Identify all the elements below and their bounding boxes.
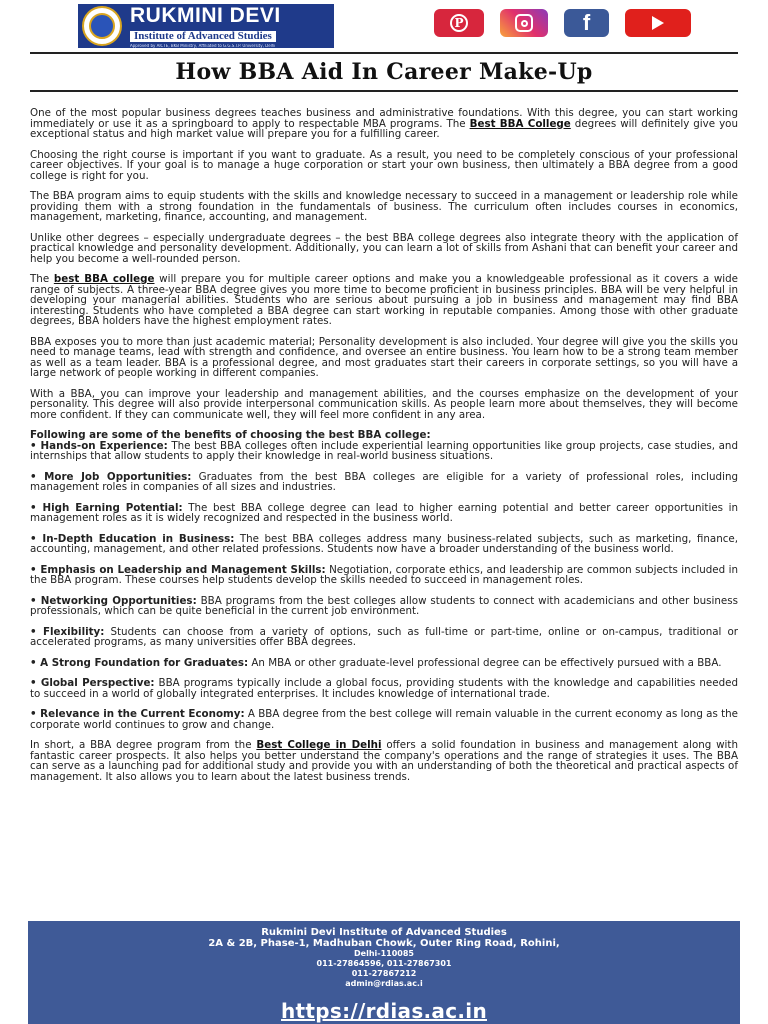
benefit-item: • Global Perspective: BBA programs typically include a global focus, providing students with the knowledge and capabilities needed to succeed in a world of globally integrated enterprises. It includes knowledge of international trade.	[30, 677, 738, 700]
footer-address: 2A & 2B, Phase-1, Madhuban Chowk, Outer Ring Road, Rohini,	[208, 938, 560, 949]
footer	[28, 921, 740, 1024]
footer-email[interactable]: admin@rdias.ac.i	[345, 979, 423, 988]
benefit-item: • High Earning Potential: The best BBA college degree can lead to higher earning potential and better career opportunities in management roles as it is widely recognized and respected in the business world.	[30, 501, 738, 524]
footer-phone: 011-27864596, 011-27867301	[316, 959, 452, 968]
logo-name: RUKMINI DEVI	[130, 3, 281, 27]
benefits-heading: Following are some of the benefits of choosing the best BBA college:	[30, 429, 431, 441]
paragraph: The best BBA college will prepare you for multiple career options and make you a knowledgeable professional as it covers a wide range of subjects. A three-year BBA degree gives you more time to become proficient in business principles. BBA will be very helpful in developing your managerial abilities. Students who are serious about pursuing a job in business and management may find BBA interesting. Students who have completed a BBA degree can start working in reputable companies. Among those with other graduate degrees, BBA holders have the highest employment rates.	[30, 273, 738, 327]
benefit-item: • Relevance in the Current Economy: A BBA degree from the best college will remain valuable in the current economy as long as the corporate world continues to grow and change.	[30, 708, 738, 731]
footer-institute-name: Rukmini Devi Institute of Advanced Studies	[261, 927, 507, 938]
logo-approval-text: Approved by AICTE, BKB Ministry, Affiliated to G.G.S.I.P. University, Delhi	[130, 43, 276, 48]
benefit-item: • Networking Opportunities: BBA programs from the best colleges allow students to connect with academicians and other business professionals, which can be quite beneficial in the current job environment.	[30, 594, 738, 617]
best-bba-college-link-2[interactable]: best BBA college	[53, 273, 155, 285]
article-body	[30, 108, 738, 792]
best-bba-college-link[interactable]: Best BBA College	[469, 117, 571, 130]
benefit-item: • In-Depth Education in Business: The best BBA colleges address many business-related subjects, such as marketing, finance, accounting, management, and other related professions. Students now have a broader understanding of the business world.	[30, 532, 738, 555]
benefit-item: • A Strong Foundation for Graduates: An MBA or other graduate-level professional degree can be effectively pursued with a BBA.	[30, 656, 722, 669]
pinterest-icon[interactable]: P	[434, 9, 484, 37]
paragraph: BBA exposes you to more than just academic material; Personality development is also included. Your degree will give you the skills you need to manage teams, lead with strength and confidence, and oversee an entire business. You learn how to be a strong team member as well as a team leader. BBA is a professional degree, and most graduates start their careers in corporate settings, so you will have a large network of people working in different companies.	[30, 335, 738, 379]
facebook-icon[interactable]: f	[564, 9, 609, 37]
benefit-item: • Flexibility: Students can choose from a variety of options, such as full-time or part-time, online or on-campus, traditional or accelerated programs, as many universities offer BBA degrees.	[30, 625, 738, 648]
paragraph: Choosing the right course is important if you want to graduate. As a result, you need to be completely conscious of your professional career objectives. If your goal is to manage a huge corporation or start your own business, then ultimately a BBA degree from a good college is right for you.	[30, 148, 738, 182]
paragraph: One of the most popular business degrees teaches business and administrative foundations. With this degree, you can start working immediately or use it as a springboard to apply to respectable MBA programs. The Best BBA College degrees will definitely give you exceptional status and high market value will prepare you for a fulfilling career.	[30, 107, 739, 140]
title-bar	[30, 52, 738, 92]
paragraph: Unlike other degrees – especially undergraduate degrees – the best BBA college degrees also integrate theory with the application of practical knowledge and personality development. Additionally, you can learn a lot of skills from Ashani that can benefit your career and help you become a well-rounded person.	[30, 231, 738, 265]
header	[0, 0, 768, 50]
closing-paragraph: In short, a BBA degree program from the Best College in Delhi offers a solid foundation in business and management along with fantastic career prospects. It also helps you better understand the company's operations and the range of strategies it uses. The BBA can serve as a launching pad for additional study and provide you with an understanding of both the theoretical and practical aspects of management. It also allows you to learn about the latest business trends.	[30, 739, 738, 783]
page-title: How BBA Aid In Career Make-Up	[175, 59, 593, 85]
footer-city: Delhi-110085	[354, 949, 414, 958]
benefit-item: • Hands-on Experience: The best BBA colleges often include experiential learning opportunities like group projects, case studies, and internships that allow students to apply their knowledge in real-world business situations.	[30, 439, 738, 462]
youtube-icon[interactable]	[625, 9, 691, 37]
paragraph: The BBA program aims to equip students with the skills and knowledge necessary to succeed in a management or leadership role while providing them with a strong foundation in the fundamentals of business. The curriculum often includes courses in economics, management, marketing, finance, accounting, and management.	[30, 190, 738, 223]
paragraph: With a BBA, you can improve your leadership and management abilities, and the courses emphasize on the development of your personality. This degree will also provide interpersonal communication skills. As people learn more about themselves, they will become more confident. If they can communicate well, they will feel more confident in any area.	[30, 387, 738, 421]
footer-phone-2: 011-27867212	[351, 969, 417, 978]
benefit-item: • More Job Opportunities: Graduates from the best BBA colleges are eligible for a variety of professional roles, including management roles in companies of all sizes and industries.	[30, 470, 739, 493]
best-college-in-delhi-link[interactable]: Best College in Delhi	[256, 739, 382, 751]
benefit-item: • Emphasis on Leadership and Management Skills: Negotiation, corporate ethics, and leadership are common subjects included in the BBA program. These courses help students develop the skills needed to succeed in management roles.	[30, 563, 738, 586]
website-link[interactable]: https://rdias.ac.in	[281, 999, 487, 1023]
institute-logo[interactable]	[78, 4, 334, 48]
instagram-icon[interactable]	[500, 9, 548, 37]
logo-subtitle: Institute of Advanced Studies	[130, 31, 276, 42]
seal-icon	[82, 6, 122, 46]
